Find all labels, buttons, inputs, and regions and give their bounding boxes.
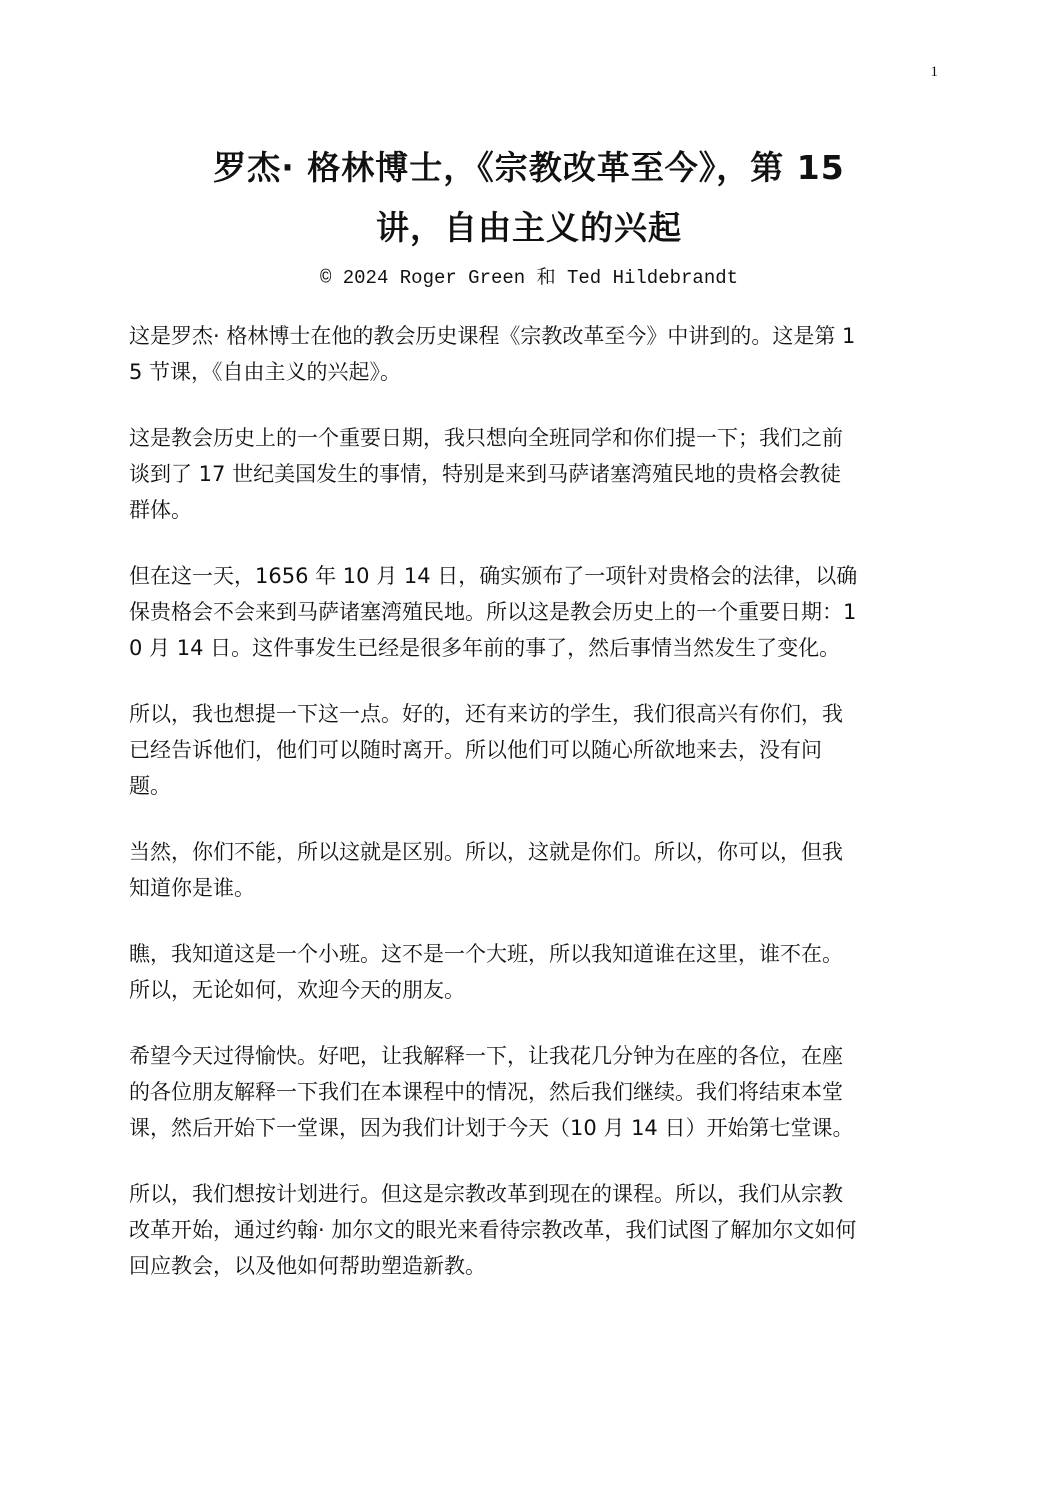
paragraph-line: 群体。 (129, 498, 192, 522)
paragraph-1 (129, 318, 919, 390)
paragraph-3 (129, 558, 919, 666)
paragraph-line: 这是教会历史上的一个重要日期，我只想向全班同学和你们提一下；我们之前 (129, 426, 843, 450)
paragraph-7 (129, 1038, 919, 1146)
document-body (129, 318, 919, 1314)
paragraph-line: 5 节课，《自由主义的兴起》。 (129, 360, 402, 384)
paragraph-line: 的各位朋友解释一下我们在本课程中的情况，然后我们继续。我们将结束本堂 (129, 1080, 843, 1104)
page-title (120, 138, 938, 258)
paragraph-line: 所以，我也想提一下这一点。好的，还有来访的学生，我们很高兴有你们，我 (129, 702, 843, 726)
paragraph-line: 回应教会，以及他如何帮助塑造新教。 (129, 1254, 486, 1278)
paragraph-line: 0 月 14 日。这件事发生已经是很多年前的事了，然后事情当然发生了变化。 (129, 636, 841, 660)
paragraph-line: 但在这一天，1656 年 10 月 14 日，确实颁布了一项针对贵格会的法律，以确 (129, 564, 858, 588)
paragraph-line: 知道你是谁。 (129, 876, 255, 900)
paragraph-line: 当然，你们不能，所以这就是区别。所以，这就是你们。所以，你可以，但我 (129, 840, 843, 864)
paragraph-line: 课，然后开始下一堂课，因为我们计划于今天（10 月 14 日）开始第七堂课。 (129, 1116, 854, 1140)
title-line-1: 罗杰· 格林博士，《宗教改革至今》，第 15 (213, 148, 845, 187)
paragraph-5 (129, 834, 919, 906)
page-number: 1 (930, 64, 938, 80)
paragraph-2 (129, 420, 919, 528)
paragraph-line: 所以，无论如何，欢迎今天的朋友。 (129, 978, 465, 1002)
paragraph-line: 这是罗杰· 格林博士在他的教会历史课程《宗教改革至今》中讲到的。这是第 1 (129, 324, 856, 348)
paragraph-4 (129, 696, 919, 804)
paragraph-line: 所以，我们想按计划进行。但这是宗教改革到现在的课程。所以，我们从宗教 (129, 1182, 843, 1206)
paragraph-line: 谈到了 17 世纪美国发生的事情，特别是来到马萨诸塞湾殖民地的贵格会教徒 (129, 462, 842, 486)
paragraph-line: 瞧，我知道这是一个小班。这不是一个大班，所以我知道谁在这里，谁不在。 (129, 942, 843, 966)
paragraph-line: 保贵格会不会来到马萨诸塞湾殖民地。所以这是教会历史上的一个重要日期：1 (129, 600, 857, 624)
paragraph-6 (129, 936, 919, 1008)
paragraph-line: 题。 (129, 774, 171, 798)
paragraph-8 (129, 1176, 919, 1284)
copyright-notice: © 2024 Roger Green 和 Ted Hildebrandt (319, 267, 739, 289)
paragraph-line: 改革开始，通过约翰· 加尔文的眼光来看待宗教改革，我们试图了解加尔文如何 (129, 1218, 857, 1242)
paragraph-line: 已经告诉他们，他们可以随时离开。所以他们可以随心所欲地来去，没有问 (129, 738, 822, 762)
title-line-2: 讲，自由主义的兴起 (376, 208, 682, 247)
paragraph-line: 希望今天过得愉快。好吧，让我解释一下，让我花几分钟为在座的各位，在座 (129, 1044, 843, 1068)
